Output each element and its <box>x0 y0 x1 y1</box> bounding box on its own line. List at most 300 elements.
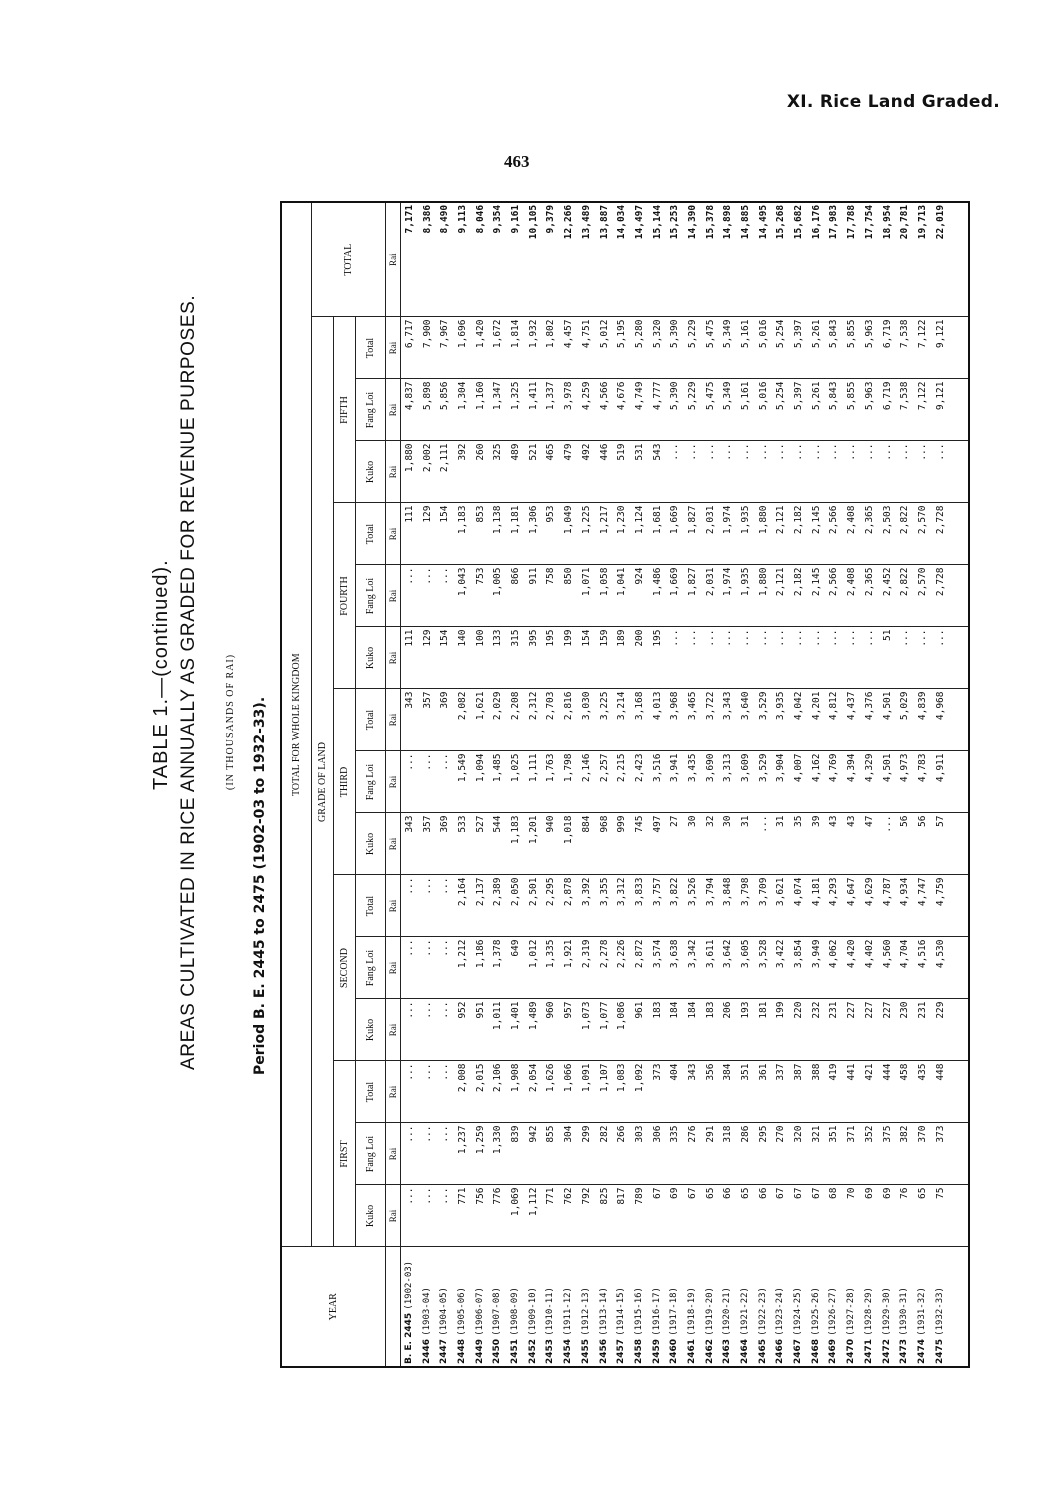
filler-cell <box>949 1123 969 1185</box>
filler-cell <box>949 379 969 441</box>
value-cell: 4,911 <box>932 751 950 813</box>
value-cell: 373 <box>649 1061 667 1123</box>
value-cell: 5,349 <box>719 379 737 441</box>
value-cell: 1,306 <box>525 503 543 565</box>
year-ce: (1907-08) <box>492 1287 503 1336</box>
value-cell: 111 <box>400 503 419 565</box>
value-cell: 4,968 <box>932 689 950 751</box>
value-cell: 1,217 <box>595 503 613 565</box>
value-cell: ... <box>878 813 896 875</box>
table-row <box>755 202 773 1367</box>
value-cell: 961 <box>631 999 649 1061</box>
value-cell: 230 <box>896 999 914 1061</box>
total-cell: 9,379 <box>542 202 560 317</box>
year-cell <box>825 1247 843 1367</box>
value-cell: ... <box>914 441 932 503</box>
value-cell: ... <box>419 937 437 999</box>
value-cell: 47 <box>861 813 879 875</box>
value-cell: 4,162 <box>808 751 826 813</box>
value-cell: 184 <box>666 999 684 1061</box>
value-cell: 3,611 <box>702 937 720 999</box>
value-cell: ... <box>825 441 843 503</box>
value-cell: 5,475 <box>702 317 720 379</box>
value-cell: 5,856 <box>436 379 454 441</box>
value-cell: 67 <box>649 1185 667 1247</box>
table-row <box>825 202 843 1367</box>
table-row <box>861 202 879 1367</box>
value-cell: 489 <box>507 441 525 503</box>
year-cell <box>932 1247 950 1367</box>
value-cell: 335 <box>666 1123 684 1185</box>
value-cell: 3,949 <box>808 937 826 999</box>
year-cell <box>436 1247 454 1367</box>
filler-cell <box>949 1185 969 1247</box>
year-be: 2467 <box>793 1335 804 1364</box>
value-cell: 5,963 <box>861 317 879 379</box>
value-cell: 3,690 <box>702 751 720 813</box>
value-cell: 4,376 <box>861 689 879 751</box>
value-cell: 68 <box>825 1185 843 1247</box>
value-cell: ... <box>400 875 419 937</box>
value-cell: 227 <box>878 999 896 1061</box>
subcol-fang-loi-header: Fang Loi <box>355 1123 385 1185</box>
year-cell <box>702 1247 720 1367</box>
value-cell: 5,229 <box>684 379 702 441</box>
value-cell: ... <box>702 627 720 689</box>
value-cell: 4,181 <box>808 875 826 937</box>
value-cell: 3,822 <box>666 875 684 937</box>
value-cell: 1,378 <box>489 937 507 999</box>
value-cell: ... <box>419 1061 437 1123</box>
value-cell: 3,722 <box>702 689 720 751</box>
year-ce: (1921-22) <box>740 1287 751 1336</box>
value-cell: 3,526 <box>684 875 702 937</box>
value-cell: 1,974 <box>719 503 737 565</box>
value-cell: 1,107 <box>595 1061 613 1123</box>
unit-cell: Rai <box>385 503 400 565</box>
value-cell: 1,086 <box>613 999 631 1061</box>
value-cell: 229 <box>932 999 950 1061</box>
year-cell <box>419 1247 437 1367</box>
value-cell: 4,329 <box>861 751 879 813</box>
subcolumn-row <box>355 202 385 1367</box>
value-cell: 533 <box>454 813 472 875</box>
year-cell <box>489 1247 507 1367</box>
value-cell: 1,077 <box>595 999 613 1061</box>
value-cell: 527 <box>472 813 490 875</box>
value-cell: 3,574 <box>649 937 667 999</box>
value-cell: 2,822 <box>896 565 914 627</box>
value-cell: 2,872 <box>631 937 649 999</box>
year-be: 2457 <box>616 1335 627 1364</box>
value-cell: 5,855 <box>843 317 861 379</box>
value-cell: 1,049 <box>560 503 578 565</box>
value-cell: 3,168 <box>631 689 649 751</box>
subcol-total-header: Total <box>355 317 385 379</box>
value-cell: ... <box>666 441 684 503</box>
value-cell: ... <box>400 1123 419 1185</box>
year-cell <box>631 1247 649 1367</box>
value-cell: 4,777 <box>649 379 667 441</box>
table-row <box>595 202 613 1367</box>
value-cell: 3,798 <box>737 875 755 937</box>
year-be: 2446 <box>421 1335 432 1364</box>
value-cell: 2,408 <box>843 565 861 627</box>
value-cell: 1,401 <box>507 999 525 1061</box>
year-ce: (1913-14) <box>598 1287 609 1336</box>
value-cell: 1,908 <box>507 1061 525 1123</box>
value-cell: 4,394 <box>843 751 861 813</box>
value-cell: 1,763 <box>542 751 560 813</box>
value-cell: 2,822 <box>896 503 914 565</box>
value-cell: 199 <box>772 999 790 1061</box>
unit-cell: Rai <box>385 751 400 813</box>
value-cell: 1,111 <box>525 751 543 813</box>
table-row <box>649 202 667 1367</box>
value-cell: 1,304 <box>454 379 472 441</box>
year-be: 2452 <box>527 1335 538 1364</box>
value-cell: ... <box>861 627 879 689</box>
unit-cell: Rai <box>385 627 400 689</box>
value-cell: 5,254 <box>772 379 790 441</box>
page-number: 463 <box>504 152 530 171</box>
value-cell: 66 <box>719 1185 737 1247</box>
value-cell: 855 <box>542 1123 560 1185</box>
filler-cell <box>949 813 969 875</box>
unit-cell: Rai <box>385 689 400 751</box>
value-cell: 7,538 <box>896 379 914 441</box>
value-cell: 270 <box>772 1123 790 1185</box>
value-cell: 4,042 <box>790 689 808 751</box>
value-cell: 999 <box>613 813 631 875</box>
value-cell: 853 <box>472 503 490 565</box>
unit-cell: Rai <box>385 875 400 937</box>
unit-cell: Rai <box>385 1123 400 1185</box>
value-cell: 3,640 <box>737 689 755 751</box>
value-cell: 3,709 <box>755 875 773 937</box>
value-cell: ... <box>666 627 684 689</box>
total-cell: 15,378 <box>702 202 720 317</box>
year-ce: (1903-04) <box>421 1287 432 1336</box>
year-be: 2447 <box>439 1335 450 1364</box>
total-cell: 9,354 <box>489 202 507 317</box>
filler-cell <box>949 627 969 689</box>
era-label: B. E. <box>403 1337 414 1364</box>
table-row <box>772 202 790 1367</box>
value-cell: 3,605 <box>737 937 755 999</box>
value-cell: 352 <box>861 1123 879 1185</box>
total-cell: 14,898 <box>719 202 737 317</box>
value-cell: 2,164 <box>454 875 472 937</box>
year-ce: (1919-20) <box>704 1287 715 1336</box>
value-cell: 5,261 <box>808 379 826 441</box>
value-cell: 1,225 <box>578 503 596 565</box>
value-cell: 3,848 <box>719 875 737 937</box>
value-cell: 69 <box>666 1185 684 1247</box>
value-cell: 32 <box>702 813 720 875</box>
value-cell: 276 <box>684 1123 702 1185</box>
value-cell: 1,325 <box>507 379 525 441</box>
value-cell: ... <box>400 751 419 813</box>
value-cell: 4,402 <box>861 937 879 999</box>
table-row <box>914 202 932 1367</box>
value-cell: 5,843 <box>825 379 843 441</box>
unit-cell: Rai <box>385 379 400 441</box>
value-cell: 3,638 <box>666 937 684 999</box>
value-cell: 1,827 <box>684 565 702 627</box>
value-cell: 1,672 <box>489 317 507 379</box>
grade-name-row <box>333 202 355 1367</box>
value-cell: 2,106 <box>489 1061 507 1123</box>
value-cell: 952 <box>454 999 472 1061</box>
value-cell: 1,696 <box>454 317 472 379</box>
value-cell: 31 <box>772 813 790 875</box>
table-row <box>419 202 437 1367</box>
year-ce: (1929-30) <box>881 1287 892 1336</box>
year-ce: (1922-23) <box>757 1287 768 1336</box>
value-cell: 776 <box>489 1185 507 1247</box>
value-cell: 458 <box>896 1061 914 1123</box>
value-cell: 1,330 <box>489 1123 507 1185</box>
year-ce: (1908-09) <box>510 1287 521 1336</box>
value-cell: 4,293 <box>825 875 843 937</box>
value-cell: 4,201 <box>808 689 826 751</box>
year-cell <box>472 1247 490 1367</box>
value-cell: 1,486 <box>649 565 667 627</box>
value-cell: 4,812 <box>825 689 843 751</box>
value-cell: 2,728 <box>932 565 950 627</box>
year-be: 2471 <box>863 1335 874 1364</box>
units-note: (IN THOUSANDS OF RAI) <box>225 653 236 790</box>
value-cell: 1,802 <box>542 317 560 379</box>
grade-fifth-header: FIFTH <box>333 317 355 503</box>
value-cell: 1,626 <box>542 1061 560 1123</box>
value-cell: 232 <box>808 999 826 1061</box>
value-cell: 1,935 <box>737 565 755 627</box>
filler-cell <box>949 565 969 627</box>
value-cell: ... <box>436 1061 454 1123</box>
value-cell: 320 <box>790 1123 808 1185</box>
year-cell <box>861 1247 879 1367</box>
value-cell: 441 <box>843 1061 861 1123</box>
value-cell: 4,013 <box>649 689 667 751</box>
value-cell: 76 <box>896 1185 914 1247</box>
year-cell <box>737 1247 755 1367</box>
value-cell: 57 <box>932 813 950 875</box>
value-cell: 1,181 <box>507 503 525 565</box>
value-cell: 395 <box>525 627 543 689</box>
value-cell: 2,008 <box>454 1061 472 1123</box>
value-cell: 2,015 <box>472 1061 490 1123</box>
total-cell: 14,390 <box>684 202 702 317</box>
value-cell: 295 <box>755 1123 773 1185</box>
total-cell: 7,171 <box>400 202 419 317</box>
value-cell: 4,769 <box>825 751 843 813</box>
value-cell: ... <box>932 441 950 503</box>
value-cell: 357 <box>419 689 437 751</box>
value-cell: ... <box>419 1185 437 1247</box>
value-cell: 4,747 <box>914 875 932 937</box>
value-cell: 2,146 <box>578 751 596 813</box>
value-cell: 753 <box>472 565 490 627</box>
year-ce: (1924-25) <box>793 1287 804 1336</box>
value-cell: 4,501 <box>878 751 896 813</box>
value-cell: 231 <box>825 999 843 1061</box>
value-cell: 133 <box>489 627 507 689</box>
value-cell: 544 <box>489 813 507 875</box>
value-cell: 4,501 <box>878 689 896 751</box>
value-cell: 388 <box>808 1061 826 1123</box>
value-cell: ... <box>843 627 861 689</box>
value-cell: 1,094 <box>472 751 490 813</box>
value-cell: 2,208 <box>507 689 525 751</box>
value-cell: ... <box>755 813 773 875</box>
value-cell: 5,012 <box>595 317 613 379</box>
value-cell: 5,843 <box>825 317 843 379</box>
value-cell: 3,757 <box>649 875 667 937</box>
value-cell: 70 <box>843 1185 861 1247</box>
value-cell: 195 <box>542 627 560 689</box>
year-cell <box>755 1247 773 1367</box>
value-cell: 1,011 <box>489 999 507 1061</box>
value-cell: 65 <box>914 1185 932 1247</box>
filler-cell <box>949 317 969 379</box>
filler-cell <box>949 441 969 503</box>
year-be: 2455 <box>580 1335 591 1364</box>
value-cell: ... <box>755 441 773 503</box>
value-cell: 369 <box>436 689 454 751</box>
filler-cell <box>949 875 969 937</box>
value-cell: ... <box>419 751 437 813</box>
table-row <box>843 202 861 1367</box>
value-cell: 1,018 <box>560 813 578 875</box>
year-cell <box>578 1247 596 1367</box>
total-cell: 19,713 <box>914 202 932 317</box>
year-ce: (1914-15) <box>616 1287 627 1336</box>
value-cell: 866 <box>507 565 525 627</box>
grade-second-header: SECOND <box>333 875 355 1061</box>
value-cell: 303 <box>631 1123 649 1185</box>
value-cell: 56 <box>896 813 914 875</box>
total-cell: 9,161 <box>507 202 525 317</box>
value-cell: 384 <box>719 1061 737 1123</box>
value-cell: 4,516 <box>914 937 932 999</box>
value-cell: 521 <box>525 441 543 503</box>
value-cell: 5,261 <box>808 317 826 379</box>
value-cell: ... <box>436 875 454 937</box>
total-cell: 14,034 <box>613 202 631 317</box>
value-cell: 2,452 <box>878 565 896 627</box>
year-cell <box>542 1247 560 1367</box>
year-be: 2474 <box>916 1335 927 1364</box>
value-cell: 1,549 <box>454 751 472 813</box>
value-cell: 2,365 <box>861 565 879 627</box>
value-cell: 745 <box>631 813 649 875</box>
year-be: 2475 <box>934 1335 945 1364</box>
value-cell: 3,794 <box>702 875 720 937</box>
value-cell: 3,422 <box>772 937 790 999</box>
value-cell: 1,880 <box>755 503 773 565</box>
value-cell: ... <box>772 441 790 503</box>
value-cell: 4,566 <box>595 379 613 441</box>
value-cell: 1,091 <box>578 1061 596 1123</box>
value-cell: 911 <box>525 565 543 627</box>
year-be: 2449 <box>474 1335 485 1364</box>
value-cell: 51 <box>878 627 896 689</box>
value-cell: 369 <box>436 813 454 875</box>
value-cell: 3,392 <box>578 875 596 937</box>
value-cell: 1,058 <box>595 565 613 627</box>
value-cell: 31 <box>737 813 755 875</box>
year-cell <box>525 1247 543 1367</box>
value-cell: 2,054 <box>525 1061 543 1123</box>
value-cell: 2,878 <box>560 875 578 937</box>
year-cell <box>649 1247 667 1367</box>
value-cell: 343 <box>400 689 419 751</box>
value-cell: 65 <box>702 1185 720 1247</box>
value-cell: 4,629 <box>861 875 879 937</box>
value-cell: 195 <box>649 627 667 689</box>
data-table-rotated <box>280 203 970 1368</box>
unit-spacer <box>385 1247 400 1367</box>
value-cell: ... <box>419 999 437 1061</box>
value-cell: 2,389 <box>489 875 507 937</box>
year-be: 2463 <box>722 1335 733 1364</box>
year-cell <box>400 1247 419 1367</box>
year-cell <box>684 1247 702 1367</box>
total-cell: 14,495 <box>755 202 773 317</box>
value-cell: 5,397 <box>790 379 808 441</box>
unit-cell: Rai <box>385 1185 400 1247</box>
table-row <box>932 202 950 1367</box>
value-cell: 543 <box>649 441 667 503</box>
value-cell: 199 <box>560 627 578 689</box>
value-cell: 200 <box>631 627 649 689</box>
total-cell: 17,754 <box>861 202 879 317</box>
value-cell: 5,963 <box>861 379 879 441</box>
value-cell: 154 <box>436 627 454 689</box>
value-cell: ... <box>400 999 419 1061</box>
year-be: 2458 <box>633 1335 644 1364</box>
value-cell: 7,900 <box>419 317 437 379</box>
value-cell: 3,833 <box>631 875 649 937</box>
value-cell: 43 <box>843 813 861 875</box>
value-cell: 4,759 <box>932 875 950 937</box>
value-cell: ... <box>419 1123 437 1185</box>
value-cell: 2,050 <box>507 875 525 937</box>
value-cell: 67 <box>808 1185 826 1247</box>
filler-cell <box>949 503 969 565</box>
value-cell: 2,501 <box>525 875 543 937</box>
value-cell: 67 <box>790 1185 808 1247</box>
value-cell: ... <box>843 441 861 503</box>
value-cell: 924 <box>631 565 649 627</box>
grade-fourth-header: FOURTH <box>333 503 355 689</box>
value-cell: 771 <box>542 1185 560 1247</box>
value-cell: 4,437 <box>843 689 861 751</box>
value-cell: 299 <box>578 1123 596 1185</box>
value-cell: 4,560 <box>878 937 896 999</box>
value-cell: 762 <box>560 1185 578 1247</box>
value-cell: 69 <box>878 1185 896 1247</box>
value-cell: 286 <box>737 1123 755 1185</box>
value-cell: 1,212 <box>454 937 472 999</box>
value-cell: 351 <box>825 1123 843 1185</box>
value-cell: ... <box>436 937 454 999</box>
year-be: 2450 <box>492 1335 503 1364</box>
value-cell: 220 <box>790 999 808 1061</box>
value-cell: 5,016 <box>755 379 773 441</box>
